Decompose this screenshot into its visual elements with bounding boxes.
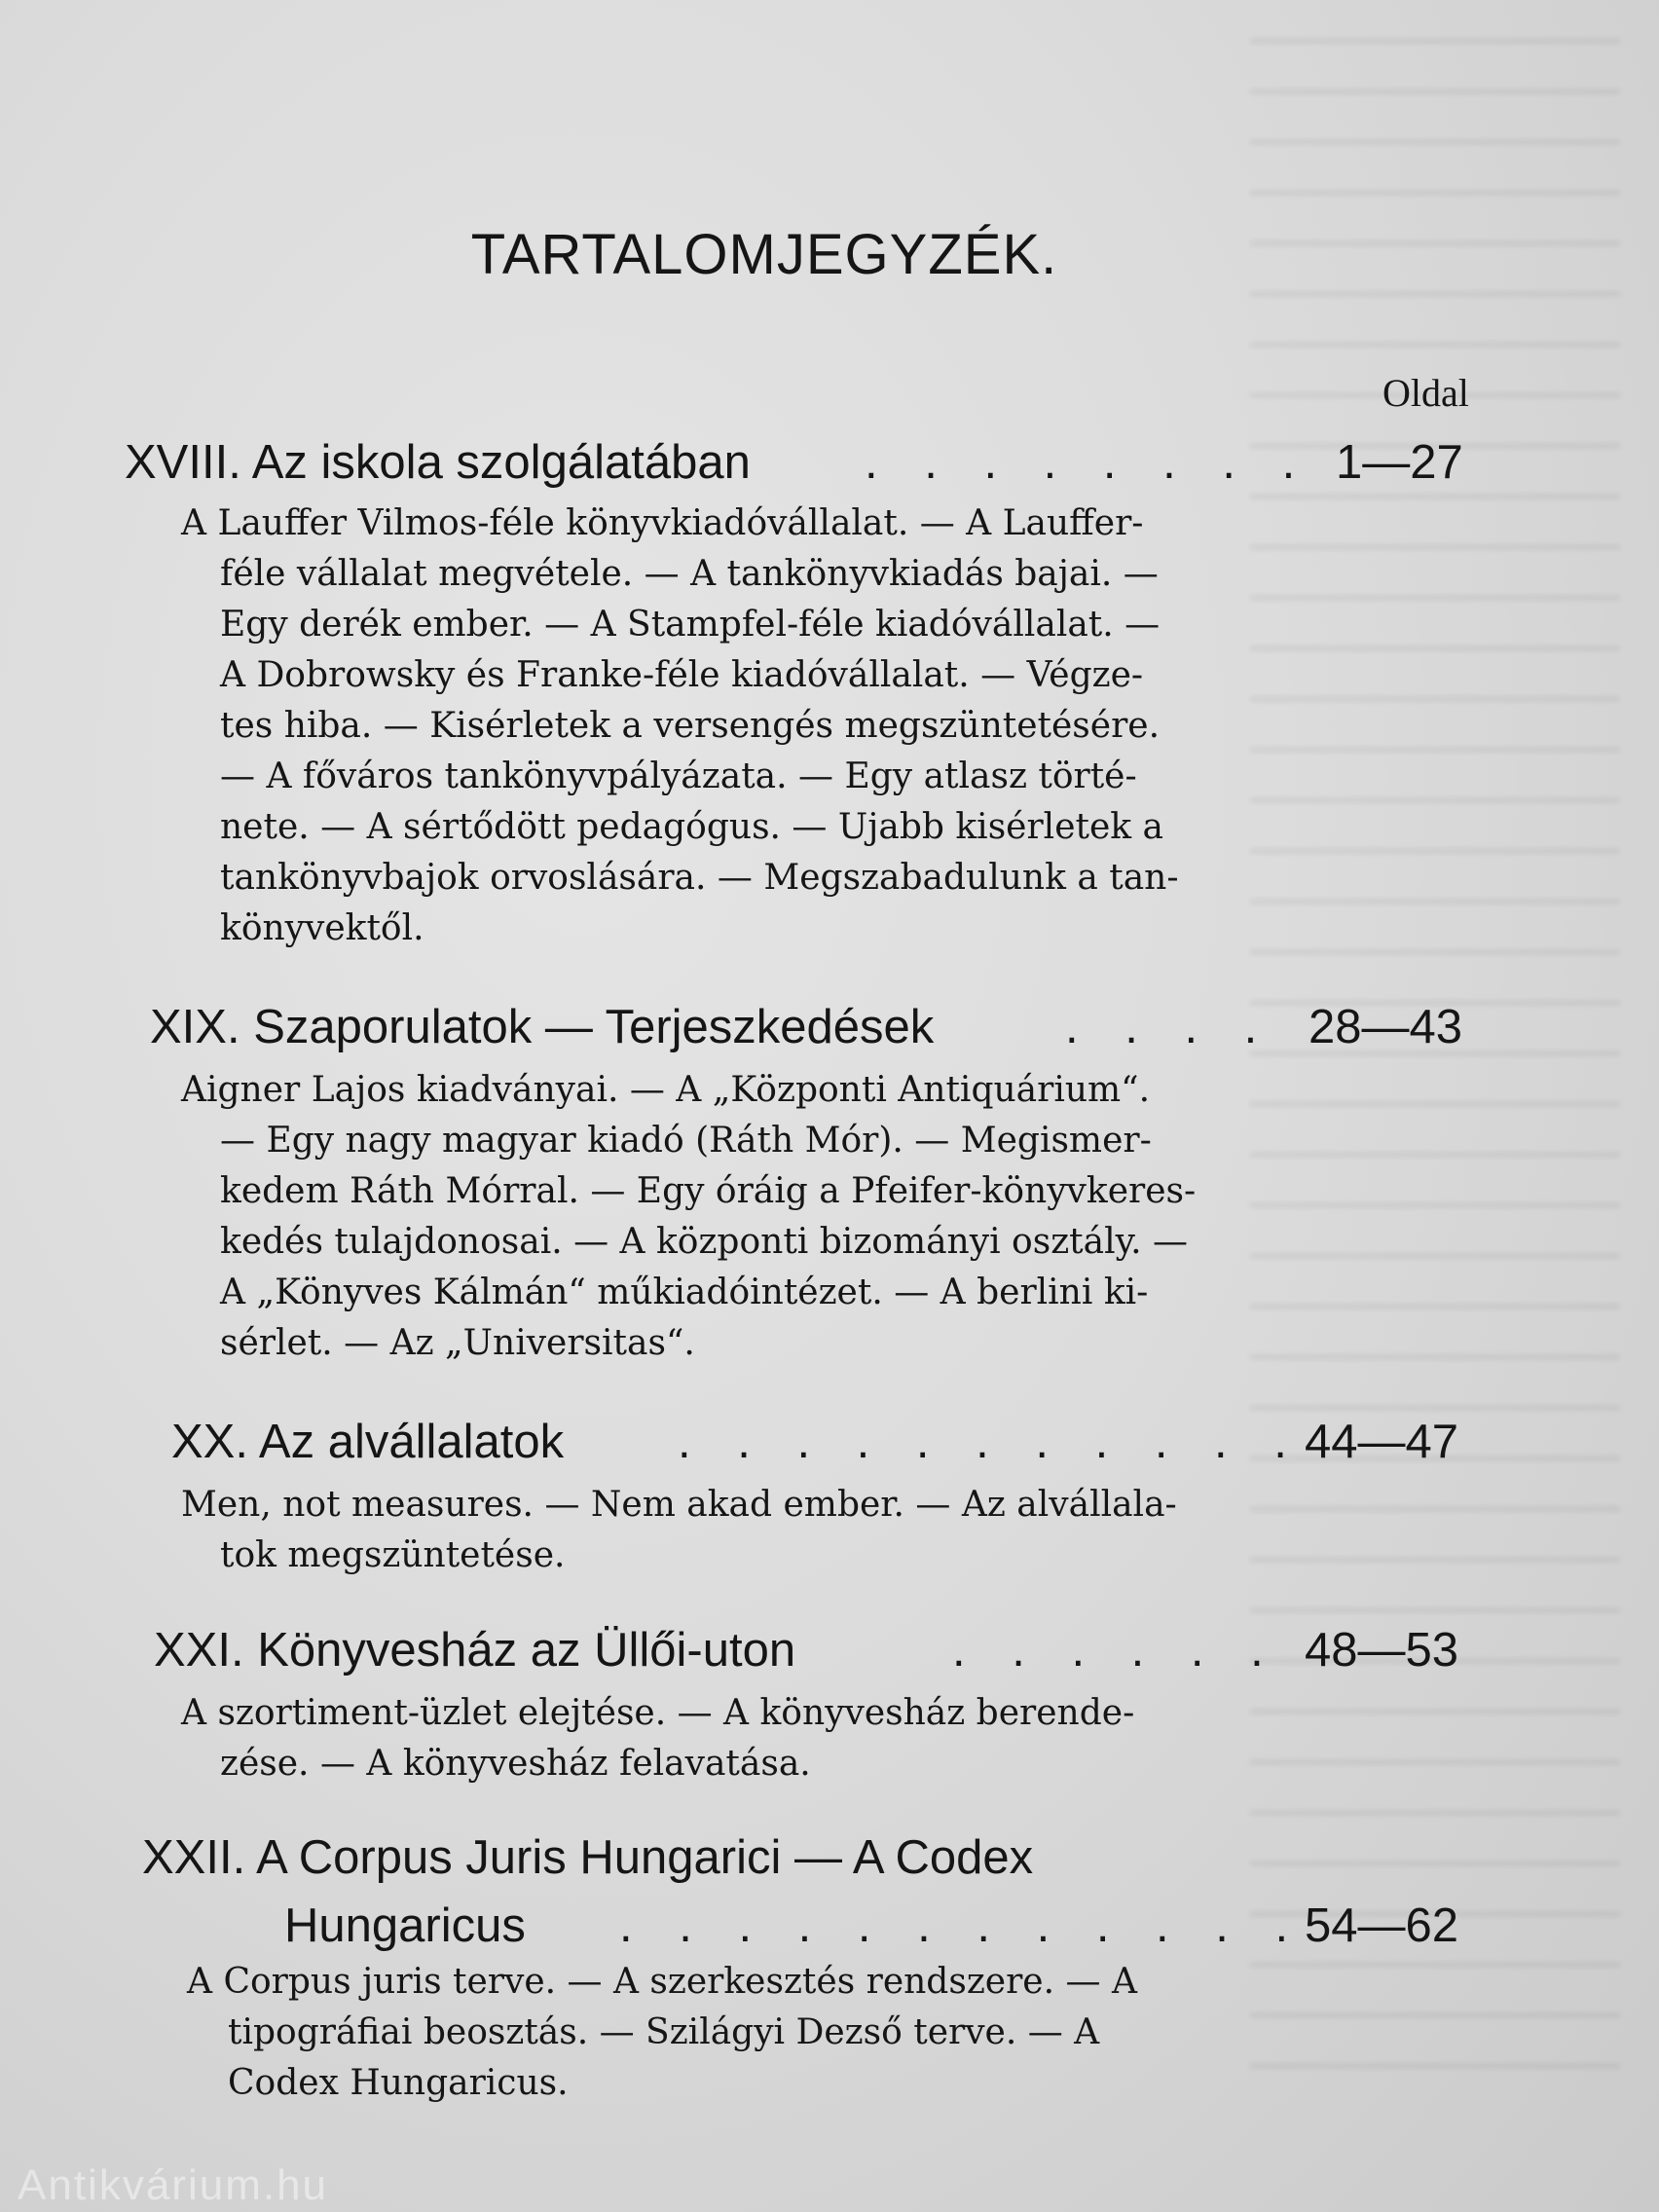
description-line: kedem Ráth Mórral. — Egy óráig a Pfeifer-könyvkeres- [220,1171,1197,1211]
chapter-heading-text [150,1000,934,1054]
chapter-heading-text [125,435,751,490]
chapter-description-xx [181,1480,1281,1581]
chapter-pages: 44—47 [1305,1416,1459,1468]
description-line: féle vállalat megvétele. — A tankönyvkiadás bajai. — [220,554,1159,594]
description-line: tipográfiai beosztás. — Szilágyi Dezső terve. — A [228,2012,1100,2052]
page-column-label: Oldal [1382,371,1469,415]
description-line: A Corpus juris terve. — A szerkesztés rendszere. — A [187,1962,1137,2002]
description-line: tes hiba. — Kisérletek a versengés megszüntetésére. [220,706,1161,746]
chapter-number: XX. [171,1416,248,1468]
chapter-heading-xviii [125,435,1536,494]
leader-dots: . . . . . . [952,1624,1280,1677]
description-line: A „Könyves Kálmán“ műkiadóintézet. — A berlini ki- [220,1272,1149,1312]
description-line: tankönyvbajok orvoslására. — Megszabadulunk a tan- [220,858,1179,898]
chapter-title: Könyvesház az Üllői-uton [257,1624,796,1677]
description-line: zése. — A könyvesház felavatása. [220,1744,811,1784]
chapter-heading-xix [150,1000,1562,1058]
description-line: nete. — A sértődött pedagógus. — Ujabb kisérletek a [220,807,1163,847]
description-line: A szortiment-üzlet elejtése. — A könyvesház berende- [181,1693,1135,1733]
chapter-description-xxi [181,1688,1281,1789]
chapter-number: XIX. [150,1001,240,1053]
chapter-description-xix [181,1065,1281,1369]
chapter-title: Szaporulatok — Terjeszkedések [253,1001,935,1053]
chapter-pages: 1—27 [1336,436,1463,489]
chapter-title: Az iskola szolgálatában [251,436,751,489]
chapter-heading-text [142,1830,1033,1885]
leader-dots: . . . . [1065,1001,1274,1053]
chapter-number: XXII. [142,1831,246,1884]
description-line: Codex Hungaricus. [228,2063,569,2103]
description-line: A Dobrowsky és Franke-féle kiadóvállalat. — Végze- [220,655,1144,695]
chapter-pages: 54—62 [1305,1899,1459,1952]
description-line: Egy derék ember. — A Stampfel-féle kiadóvállalat. — [220,605,1161,645]
chapter-title: Az alvállalatok [258,1416,565,1468]
chapter-heading-xxii [142,1830,1554,1957]
description-line: tok megszüntetése. [220,1535,566,1575]
chapter-heading-xxi [154,1623,1566,1681]
chapter-pages: 48—53 [1305,1624,1459,1677]
description-line: sérlet. — Az „Universitas“. [220,1323,695,1363]
description-line: — Egy nagy magyar kiadó (Ráth Mór). — Megismer- [220,1121,1152,1161]
description-line: Aigner Lajos kiadványai. — A „Központi Antiquárium“. [181,1070,1151,1110]
description-line: Men, not measures. — Nem akad ember. — Az alvállala- [181,1485,1177,1525]
chapter-title-continuation: Hungaricus [284,1899,526,1952]
page-title: TARTALOMJEGYZÉK. [470,223,1058,286]
description-line: kedés tulajdonosai. — A központi bizományi osztály. — [220,1222,1189,1262]
chapter-description-xxii [187,1957,1287,2109]
chapter-number: XVIII. [125,436,241,489]
watermark: Antikvárium.hu [18,2161,329,2209]
description-line: könyvektől. [220,908,424,948]
chapter-title: A Corpus Juris Hungarici — A Codex [256,1831,1034,1884]
chapter-description-xviii [181,498,1281,954]
description-line: — A főváros tankönyvpályázata. — Egy atlasz törté- [220,756,1137,796]
chapter-heading-text [171,1415,564,1469]
chapter-pages: 28—43 [1309,1001,1463,1053]
chapter-heading-text [154,1623,795,1677]
description-line: A Lauffer Vilmos-féle könyvkiadóvállalat. — A Lauffer- [181,503,1144,543]
leader-dots: . . . . . . . . . . . [678,1416,1304,1468]
chapter-heading-xx [171,1415,1583,1473]
leader-dots: . . . . . . . . . . . . [619,1899,1306,1952]
bleed-through-text [1250,39,1620,2083]
chapter-number: XXI. [154,1624,244,1677]
leader-dots: . . . . . . . . [865,436,1312,489]
